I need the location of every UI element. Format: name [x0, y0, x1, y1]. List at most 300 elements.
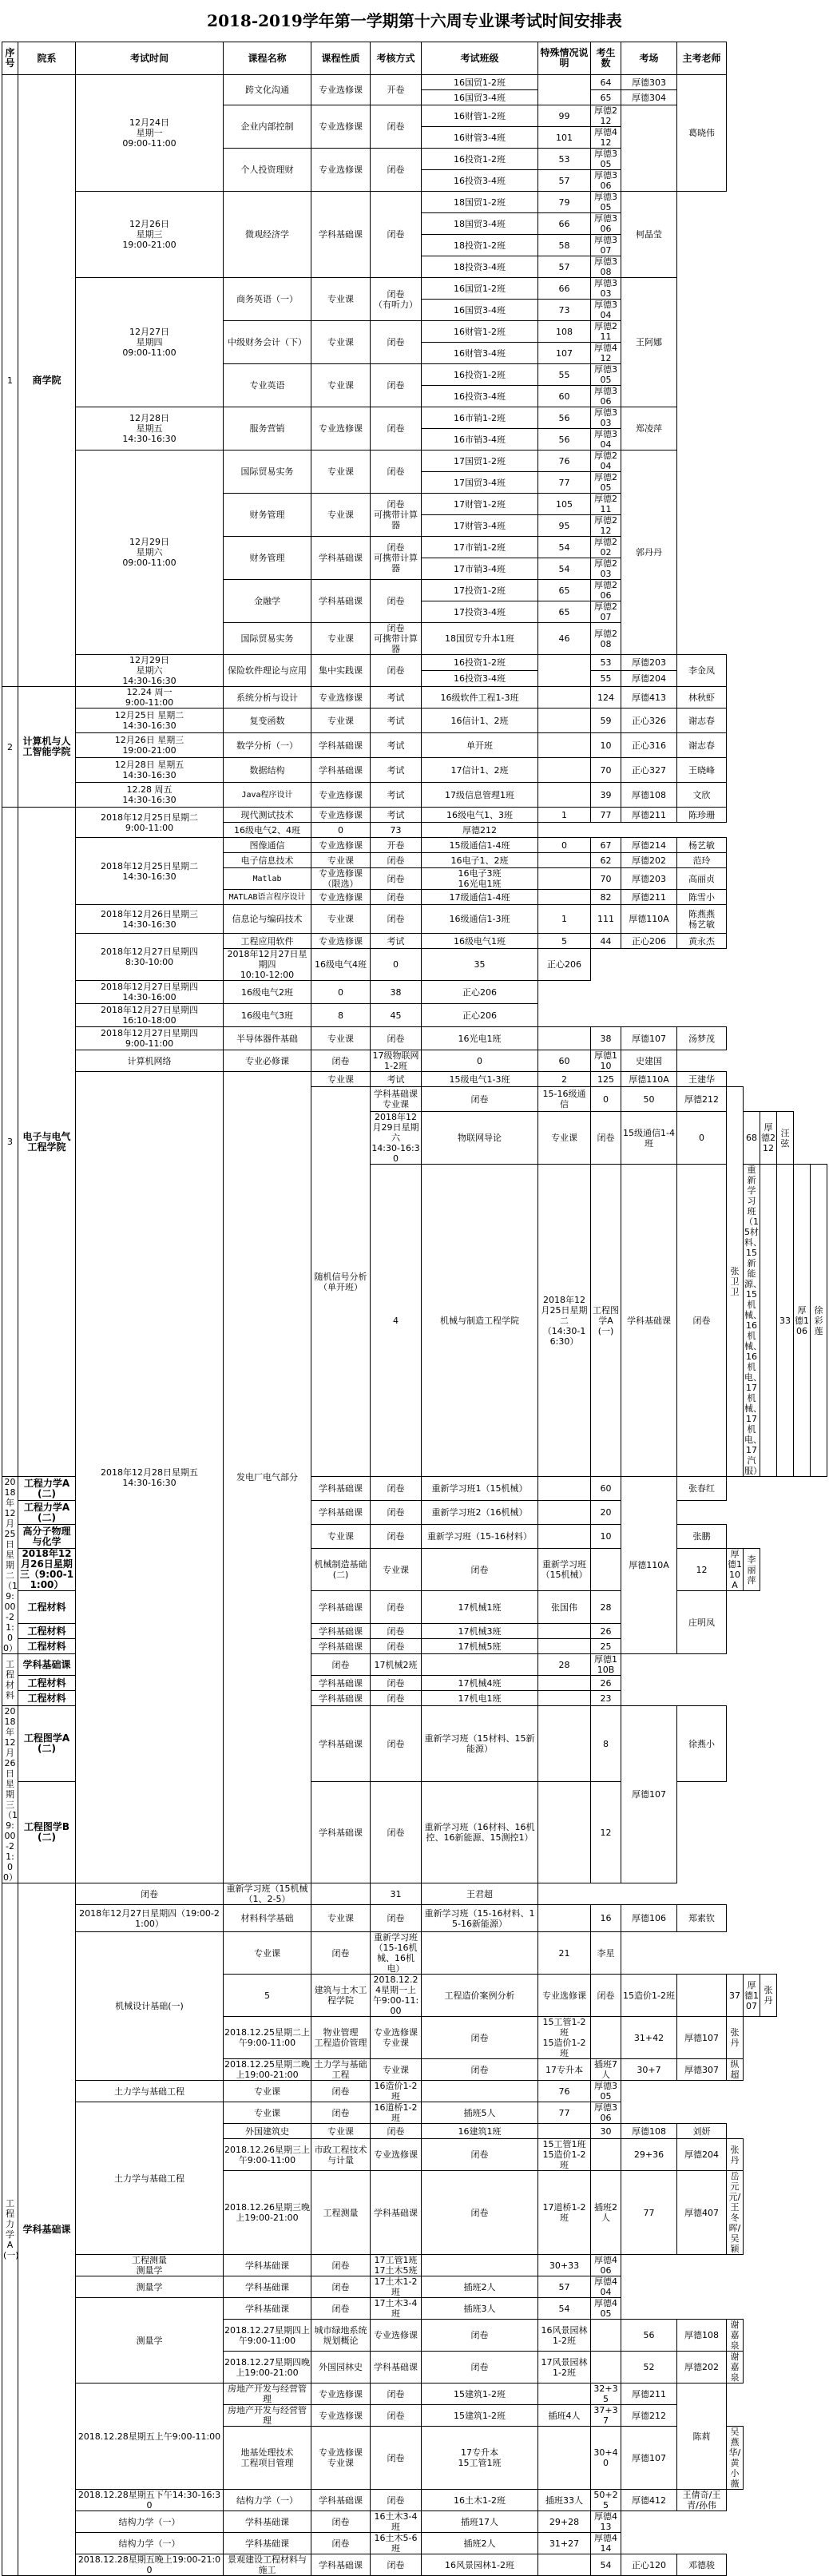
cell-class: 闭卷 [422, 2171, 538, 2255]
cell-course: 工程应用软件 [224, 934, 311, 949]
cell-class: 16级电气1、3班 [422, 808, 538, 823]
cell-time: 2018年12月25日星期二 14:30-16:30 [76, 838, 224, 905]
cell-count: 厚德212 [591, 515, 621, 537]
cell-class: 17级通信1-4班 [422, 890, 538, 905]
cell-teacher: 闭卷 [677, 1165, 727, 1477]
cell-course: 房地产开发与经营管理 [224, 2405, 311, 2427]
cell-note [538, 733, 591, 758]
cell-room: 厚德412 [621, 2490, 677, 2511]
cell-index: 1 [2, 75, 18, 687]
cell-index: 2 [2, 687, 18, 808]
cell-nature: 专业选修课 [311, 75, 371, 105]
cell-method: 考试 [371, 758, 422, 783]
cell-course: 专业课 [224, 2102, 311, 2124]
cell-nature: 学科基础课 [311, 1706, 371, 1782]
cell-method: 闭卷 可携带计算器 [371, 623, 422, 655]
cell-note: 77 [538, 2102, 591, 2124]
cell-course: 商务英语（一） [224, 278, 311, 321]
table-row [2, 1883, 827, 1905]
cell-note: 76 [538, 2081, 591, 2102]
cell-teacher: 郑素钦 [677, 1905, 727, 1932]
table-row [2, 1932, 827, 1975]
cell-course: 专业课 [224, 1932, 311, 1975]
cell-count [591, 2320, 621, 2352]
cell-class: 王君超 [422, 1883, 538, 1905]
cell-class: 闭卷 [422, 2320, 538, 2352]
cell-count: 厚德413 [591, 2511, 621, 2533]
cell-class: 16信计1、2班 [422, 708, 538, 733]
cell-class: 17机械4班 [422, 1676, 538, 1691]
cell-method: 闭卷 [371, 364, 422, 407]
cell-class: 17投资1-2班 [422, 580, 538, 601]
cell-nature: 专业课 [311, 853, 371, 868]
cell-nature: 专业课 [311, 278, 371, 321]
table-row [2, 451, 827, 472]
cell-index: 工程材料 [2, 1654, 18, 1706]
cell-course: 2018.12.25星期二晚上19:00-21:00 [224, 2059, 310, 2080]
cell-method: 专业课 [371, 2059, 422, 2081]
cell-count: 厚德306 [591, 170, 621, 192]
cell-count: 77 [591, 808, 621, 823]
col-header-dept: 院系 [18, 42, 76, 75]
cell-course: 服务营销 [224, 407, 311, 451]
cell-method: 73 [371, 823, 422, 838]
cell-course: 学科基础课 [224, 2298, 311, 2320]
cell-class: 闭卷 [422, 2139, 538, 2171]
cell-method: 考试 [371, 1072, 422, 1087]
cell-teacher: 厚德204 [677, 2139, 727, 2171]
cell-nature: 专业课 [311, 1027, 371, 1050]
cell-room: 厚德204 [621, 671, 677, 687]
cell-course: 数学分析（一） [224, 733, 311, 758]
cell-note: 17风景园林1-2班 [538, 2352, 591, 2383]
cell-class: 16国贸3-4班 [422, 300, 538, 321]
cell-nature: 专业选修课 [311, 149, 371, 192]
table-row [2, 2081, 827, 2102]
cell-method: 31 [371, 1883, 422, 1905]
cell-count: 10 [591, 733, 621, 758]
cell-dept: 工程材料 [18, 1591, 76, 1624]
cell-method: 17机械2班 [371, 1654, 422, 1676]
cell-nature: 专业选修课 [311, 808, 371, 823]
cell-course: 景观建设工程材料与施工 [224, 2554, 311, 2576]
cell-note [538, 2554, 591, 2576]
cell-method: 2018年12月29日星期六 14:30-16:30 [371, 1112, 420, 1164]
cell-method: 闭卷 [371, 905, 422, 934]
cell-note: 17专升本 [538, 2059, 591, 2081]
cell-method: 闭卷 [371, 1591, 422, 1624]
cell-count: 厚德211 [591, 321, 621, 343]
cell-dept: 工程图学A(二) [18, 1706, 76, 1782]
cell-room: 56 [621, 2320, 677, 2352]
cell-count: 44 [591, 934, 621, 949]
cell-count: 厚德305 [591, 192, 621, 213]
cell-method: 闭卷 [371, 1639, 422, 1654]
cell-class: 正心206 [422, 981, 538, 1004]
cell-teacher: 范玲 [677, 853, 727, 868]
cell-class: 17级信息管理1班 [422, 783, 538, 808]
cell-teacher: 葛晓伟 [677, 75, 727, 192]
cell-teacher: 陈雪小 [677, 890, 727, 905]
cell-room: 31+42 [621, 2017, 677, 2059]
cell-time: 12月27日 星期四 09:00-11:00 [76, 278, 224, 407]
cell-room: 厚德107 [621, 1027, 677, 1050]
cell-count: 12 [591, 1782, 621, 1883]
cell-note: 56 [538, 429, 591, 451]
cell-course: 房地产开发与经营管理 [224, 2383, 311, 2405]
cell-count: 55 [591, 671, 621, 687]
cell-nature: 闭卷 [311, 2276, 371, 2298]
cell-nature: 专业选修课 [311, 783, 371, 808]
cell-time: 12月26日 星期三 19:00-21:00 [76, 733, 224, 758]
cell-course: 数据结构 [224, 758, 311, 783]
cell-count: 厚德211 [591, 494, 621, 515]
cell-count: 插班2人 [591, 2171, 621, 2255]
cell-nature: 外国园林史 [311, 2352, 371, 2383]
cell-method: 开卷 [371, 75, 422, 105]
cell-note [538, 687, 591, 708]
cell-class: 16投资1-2班 [422, 655, 538, 671]
cell-course: 结构力学（一） [224, 2490, 311, 2511]
cell-class: 16财管1-2班 [422, 321, 538, 343]
cell-class: 16电子3班 16光电1班 [422, 868, 538, 890]
cell-teacher: 庄明凤 [677, 1591, 727, 1654]
cell-method: 专业选修课 [371, 2320, 422, 2352]
cell-note [538, 890, 591, 905]
cell-course: MATLAB语言程序设计 [224, 890, 311, 905]
cell-class: 18国贸专升本1班 [422, 623, 538, 655]
cell-class: 17机械5班 [422, 1639, 538, 1654]
cell-class: 16光电1班 [422, 1027, 538, 1050]
cell-method: 闭卷 [371, 451, 422, 494]
table-row [2, 838, 827, 853]
cell-nature: 市政工程技术与计量 [311, 2139, 371, 2171]
cell-room: 30+7 [621, 2059, 677, 2081]
cell-note [538, 2427, 591, 2490]
cell-count: 67 [591, 838, 621, 853]
cell-note: 46 [538, 623, 591, 655]
cell-value: 汪弦 [777, 1112, 794, 1165]
cell-class: 重新学习班（15-16材料） [422, 1525, 538, 1549]
cell-teacher: 王建华 [677, 1072, 727, 1087]
cell-count: 厚德202 [591, 537, 621, 558]
cell-note: 21 [538, 1932, 591, 1975]
cell-course: 学科基础课 [224, 2255, 311, 2276]
cell-note: 73 [538, 300, 591, 321]
cell-nature: 专业课 [311, 1525, 371, 1549]
cell-count: 厚德306 [591, 2102, 621, 2124]
cell-count: 20 [591, 1501, 621, 1525]
cell-count: 厚德305 [591, 149, 621, 170]
cell-class: 16级软件工程1-3班 [422, 687, 538, 708]
cell-method: 考试 [371, 934, 422, 949]
cell-method: 闭卷 [371, 321, 422, 364]
cell-class: 15建筑1-2班 [422, 2383, 538, 2405]
cell-class: 15级电气1-3班 [422, 1072, 538, 1087]
cell-nature: 闭卷 [311, 1932, 371, 1975]
cell-nature [311, 1883, 371, 1905]
cell-index: 工程力学A(一) [2, 1883, 18, 2576]
cell-class: 17投资3-4班 [422, 601, 538, 623]
cell-count: 插班7人 [591, 2059, 621, 2081]
cell-course: 材料科学基础 [224, 1905, 311, 1932]
cell-note: 105 [538, 494, 591, 515]
cell-nature: 随机信号分析 （单开班） [311, 1087, 371, 1477]
exam-schedule-table [2, 42, 827, 2576]
table-row [2, 2276, 827, 2298]
cell-method: 考试 [371, 687, 422, 708]
cell-note [538, 2124, 591, 2139]
cell-count: 厚德405 [591, 2298, 621, 2320]
cell-room: 厚德202 [621, 853, 677, 868]
cell-method: 闭卷 [371, 1905, 422, 1932]
cell-note: 56 [538, 407, 591, 429]
cell-teacher: 王晓峰 [677, 758, 727, 783]
cell-nature: 学科基础课 [311, 1676, 371, 1691]
cell-count: 厚德307 [591, 235, 621, 256]
cell-count: 闭卷 [591, 1975, 621, 2017]
cell-nature: 机械制造基础(二) [311, 1549, 371, 1591]
cell-method: 学科基础课 [371, 2352, 422, 2383]
cell-note [538, 2383, 591, 2405]
cell-method: 考试 [371, 733, 422, 758]
cell-course: 地基处理技术 工程项目管理 [224, 2427, 311, 2490]
cell-count: 厚德206 [591, 580, 621, 601]
cell-value: 谢嘉泉 [727, 2320, 744, 2352]
cell-method: 闭卷 [371, 105, 422, 149]
cell-course: 重新学习班（15机械（1、2-5） [224, 1883, 311, 1905]
cell-note: 60 [538, 1050, 591, 1072]
cell-time: 12.24 周一 9:00-11:00 [76, 687, 224, 708]
cell-class: 17信计1、2班 [422, 758, 538, 783]
cell-time: 2018年12月27日星期四 9:00-11:00 [76, 1027, 224, 1050]
table-row [2, 2554, 827, 2576]
cell-note [538, 783, 591, 808]
cell-nature: 专业课 [311, 364, 371, 407]
cell-note: 16风景园林1-2班 [538, 2320, 591, 2352]
cell-note: 53 [538, 149, 591, 170]
cell-nature: 土力学与基础工程 [311, 2059, 371, 2081]
cell-nature: 学科基础课 [311, 733, 371, 758]
cell-course: 图像通信 [224, 838, 311, 853]
table-row [2, 2102, 827, 2124]
cell-nature: 学科基础课 [311, 1691, 371, 1706]
table-row [2, 687, 827, 708]
cell-course: 2018.12.27星期四晚上19:00-21:00 [224, 2352, 311, 2383]
table-row [2, 808, 827, 823]
cell-note [538, 75, 591, 105]
cell-method: 闭卷 [371, 407, 422, 451]
cell-course: 2018.12.26星期三晚上19:00-21:00 [224, 2171, 311, 2255]
cell-room: 正心120 [621, 2554, 677, 2576]
cell-nature: 专业选修课 [311, 2405, 371, 2427]
cell-note: 77 [538, 472, 591, 494]
cell-time: 闭卷 [76, 1883, 224, 1905]
cell-time: 土力学与基础工程 [76, 2102, 224, 2255]
cell-class: 厚德212 [422, 823, 538, 838]
cell-course: 发电厂电气部分 [224, 1072, 311, 1883]
cell-class: 17财管3-4班 [422, 515, 538, 537]
cell-count: 30+40 [591, 2427, 621, 2490]
cell-course: 财务管理 [224, 537, 311, 580]
cell-course: 现代测试技术 [224, 808, 311, 823]
cell-nature: 学科基础课 [311, 2554, 371, 2576]
cell-room: 王阿娜 [621, 278, 677, 407]
cell-nature: 闭卷 [311, 1050, 371, 1072]
cell-class: 插班17人 [422, 2511, 538, 2533]
cell-value: 厚德212 [760, 1112, 777, 1165]
cell-class: 0 [422, 1050, 538, 1072]
cell-count: 厚德406 [591, 2255, 621, 2276]
cell-room: 29+36 [621, 2139, 677, 2171]
cell-note: 15-16级通信 [538, 1087, 591, 1112]
cell-dept: 工程材料 [18, 1624, 76, 1639]
table-row [2, 783, 827, 808]
cell-count: 50+25 [591, 2490, 621, 2511]
cell-count: 70 [591, 758, 621, 783]
cell-room: 厚德108 [621, 783, 677, 808]
cell-class: 机械与制造工程学院 [422, 1165, 538, 1477]
cell-count [591, 2352, 621, 2383]
cell-value [760, 1165, 777, 1477]
cell-nature: 学科基础课 [311, 1624, 371, 1639]
cell-teacher: 刘妍 [677, 2124, 727, 2139]
cell-method: 闭卷 [371, 853, 422, 868]
cell-method: 闭卷 可携带计算器 [371, 537, 422, 580]
cell-nature: 学科基础课 [311, 2490, 371, 2511]
cell-time: 2018年12月25日星期二 9:00-11:00 [76, 808, 224, 838]
cell-teacher: 陈燕燕 杨艺敏 [677, 905, 727, 934]
cell-method: 38 [371, 981, 422, 1004]
table-row [2, 758, 827, 783]
cell-count: 厚德306 [591, 386, 621, 407]
cell-method: 4 [371, 1165, 422, 1477]
cell-dept: 工程材料 [18, 1676, 76, 1691]
cell-value: 张丹 [727, 2139, 744, 2171]
cell-dept: 学科基础课 [18, 1883, 76, 2576]
cell-class: 闭卷 [422, 2059, 538, 2081]
cell-note: 28 [538, 1654, 591, 1676]
table-row [2, 407, 827, 429]
cell-note [538, 1782, 591, 1883]
cell-class: 重新学习班2（16机械） [422, 1501, 538, 1525]
cell-count: 厚德204 [591, 451, 621, 472]
cell-count: 厚德306 [591, 213, 621, 235]
cell-course: 国际贸易实务 [224, 451, 311, 494]
cell-room: 柯晶莹 [621, 192, 677, 278]
cell-method: 闭卷 [371, 655, 422, 687]
cell-class: 闭卷 [422, 2352, 538, 2383]
cell-note: 17道桥1-2班 [538, 2171, 591, 2255]
cell-time: 12月28日 星期五 14:30-16:30 [76, 758, 224, 783]
col-header-teacher: 主考老师 [677, 42, 727, 75]
cell-note: 107 [538, 343, 591, 364]
cell-note: 重新学习班（15机械） [538, 1549, 591, 1591]
cell-count: 28 [591, 1591, 621, 1624]
cell-course: 2018.12.27星期四上午9:00-11:00 [224, 2320, 311, 2352]
cell-dept: 高分子物理与化学 [18, 1525, 76, 1549]
cell-class: 插班2人 [422, 2276, 538, 2298]
cell-class: 16投资3-4班 [422, 170, 538, 192]
cell-room: 厚德110A [621, 1477, 677, 1654]
cell-method: 专业选修课 专业课 [371, 2017, 422, 2059]
cell-course: 2018.12.26星期三上午9:00-11:00 [224, 2139, 311, 2171]
table-row [2, 981, 827, 1004]
cell-room: 厚德203 [621, 868, 677, 890]
cell-note [538, 853, 591, 868]
cell-count: 厚德308 [591, 256, 621, 278]
cell-count: 26 [591, 1676, 621, 1691]
cell-note [538, 655, 591, 687]
cell-room: 正心327 [621, 758, 677, 783]
cell-nature: 专业课 [311, 321, 371, 364]
cell-count: 厚德212 [591, 105, 621, 127]
cell-count: 25 [591, 1639, 621, 1654]
cell-class: 重新学习班1（15机械） [422, 1477, 538, 1501]
col-header-method: 考核方式 [371, 42, 422, 75]
cell-teacher: 厚德108 [677, 2320, 727, 2352]
cell-room: 厚德211 [621, 808, 677, 823]
cell-method: 闭卷 [371, 1691, 422, 1706]
cell-method: 闭卷 [371, 2427, 422, 2490]
cell-note: 插班4人 [538, 2405, 591, 2427]
cell-class [422, 2081, 538, 2102]
cell-count: 工程图学A(一) [591, 1165, 621, 1477]
cell-dept: 电子与电气工程学院 [18, 808, 76, 1477]
cell-room: 厚德304 [621, 90, 677, 105]
cell-class: 16投资3-4班 [422, 671, 538, 687]
table-row [2, 905, 827, 934]
cell-count: 厚德404 [591, 2276, 621, 2298]
cell-class: 16投资1-2班 [422, 149, 538, 170]
cell-class: 16市销3-4班 [422, 429, 538, 451]
cell-value: 33 [777, 1165, 794, 1477]
cell-method: 学科基础课 专业课 [371, 1087, 422, 1112]
cell-method: 闭卷 [371, 149, 422, 192]
cell-value: 张卫卫 [727, 1087, 744, 1477]
cell-course: 电子信息技术 [224, 853, 311, 868]
cell-teacher [677, 1975, 727, 2017]
cell-method: 专业选修课 [371, 2139, 422, 2171]
cell-nature: 专业选修课 [311, 105, 371, 149]
cell-note: 31+27 [538, 2533, 591, 2554]
cell-count: 39 [591, 783, 621, 808]
cell-count: 厚德305 [591, 2081, 621, 2102]
cell-class: 16国贸3-4班 [422, 90, 538, 105]
cell-method: 16造价1-2班 [371, 2081, 422, 2102]
cell-teacher: 陈莉 [677, 2383, 727, 2490]
cell-count: 厚德110B [591, 1654, 621, 1676]
cell-method: 17级物联网1-2班 [371, 1050, 422, 1072]
cell-class: 18国贸3-4班 [422, 213, 538, 235]
cell-nature: 专业选修课 [311, 407, 371, 451]
cell-note: 29+28 [538, 2511, 591, 2533]
cell-count: 82 [591, 890, 621, 905]
cell-value: 37 [727, 1975, 744, 2017]
cell-nature: 建筑与土木工程学院 [311, 1975, 371, 2017]
cell-class: 重新学习班（15-16材料、15-16新能源） [422, 1905, 538, 1932]
cell-nature: 集中实践课 [311, 655, 371, 687]
cell-course: 2018年12月27日星期四 10:10-12:00 [224, 949, 311, 981]
col-header-note: 特殊情况说明 [538, 42, 591, 75]
cell-note: 95 [538, 515, 591, 537]
cell-nature: 专业选修课 [311, 687, 371, 708]
cell-room: 厚德108 [621, 2124, 677, 2139]
cell-course: 中级财务会计（下） [224, 321, 311, 364]
cell-dept: 工程力学A(二) [18, 1501, 76, 1525]
table-row [2, 1905, 827, 1932]
cell-class: 16国贸1-2班 [422, 278, 538, 300]
